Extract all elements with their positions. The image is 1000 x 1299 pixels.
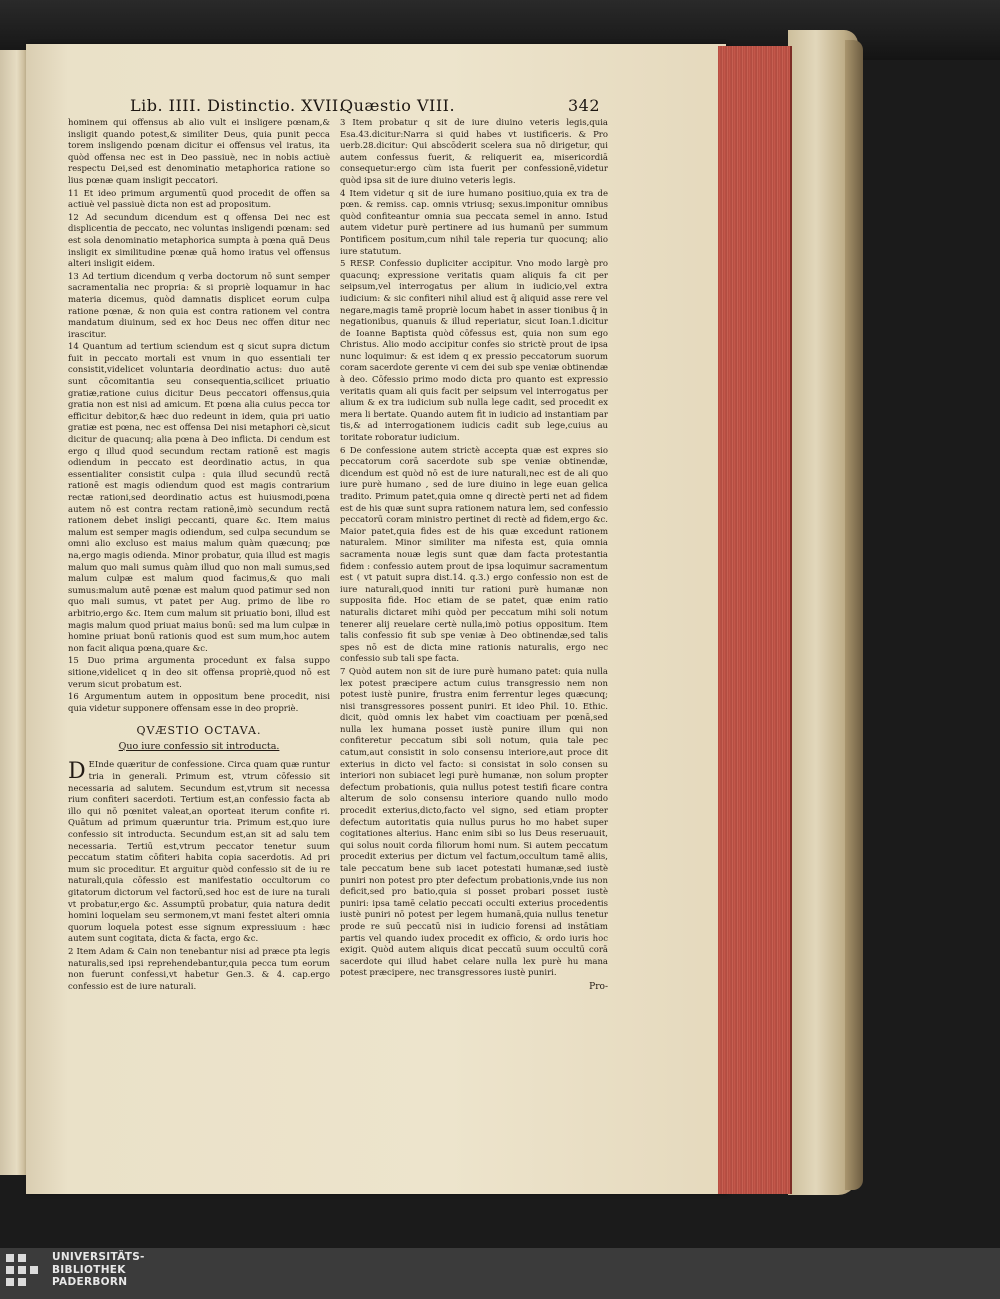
text-paragraph: 11 Et ideo primum argumentū quod procedit de offen sa actiuè vel passiuè dicta non est ad propositum. [68,188,330,211]
text-paragraph: 3 Item probatur q sit de iure diuino veteris legis,quia Esa.43.dicitur:Narra si quid habes vt iustificeris. & Pro uerb.28.dicitur: Qui abscōderit scelera sua nō dirigetur, qui autem confessus fuerit, & reliquerit ea, misericordiā consequetur:ergo cùm ista fuerit per confessionē,videtur quòd ipsa sit de iure diuino veteris legis. [340,118,608,186]
vellum-binding-shadow [845,40,863,1190]
library-logo-icon [6,1254,40,1294]
catchword: Pro- [589,981,608,992]
left-text-column [68,118,330,993]
header-book-distinction: Lib. IIII. Distinctio. XVII. [130,96,345,115]
page-number: 342 [567,96,600,115]
text-paragraph: 12 Ad secundum dicendum est q offensa Dei nec est displicentia de peccato, nec voluntas insligendi pœnam: sed est sola denominatio metaphorica sumpta à pœna quā Deus insligit ex similitudine pœnæ quā homo iratus vel offensus alteri insligit eidem. [68,212,330,270]
right-text-column [340,118,608,994]
text-paragraph: hominem qui offensus ab alio vult ei insligere pœnam,& insligit quando potest,& similiter Deus, quia punit pecca torem insligendo pœnam dicitur ei offensus vel iratus, ita quòd offensa nec est in Deo passiuè, nec in nobis actiuè respectu Dei,sed est denominatio metaphorica ratione so lius pœnæ quam insligit peccatori. [68,118,330,186]
text-paragraph: 16 Argumentum autem in oppositum bene procedit, nisi quia videtur supponere offensam esse in deo propriè. [68,692,330,714]
text-paragraph: 14 Quantum ad tertium sciendum est q sicut supra dictum fuit in peccato mortali est vnum in quo essentiali ter consistit,videlicet voluntaria deordinatio actus: duo autē sunt cōcomitantia seu consequentia,scilicet priuatio gratiæ,ratione cuius dicitur Deus peccatori offensus,quia gratia non est nisi ad amicum. Et pœna alia cuius pecca tor efficitur debitor,& hæc duo redeunt in idem, quia pri uatio gratiæ est pœna, nec est offensa Dei nisi metaphori cè,sicut dicitur de quacunq; alia pœna à Deo inflicta. Di cendum est ergo q illud quod secundum rectam rationē est magis odiendum in peccato est deordinatio actus, in qua essentialiter consistit culpa : quia illud secundū rectā rationē est magis odiendum quod est magis contrarium rectæ rationi,sed deordinatio actus est huiusmodi,pœna autem nō est contra rectam rationē,imò secundum rectā rationem debet insligi peccanti, quare &c. Item maius malum est semper magis odiendum, sed culpa secundum se omni alio excluso est maius malum quàm quæcunq; pœ na,ergo magis odienda. Minor probatur, quia illud est magis malum quo mali sumus quàm illud quo non mali sumus,sed malum culpæ est malum quod facimus,& quo mali sumus:malum autē pœnæ est malum quod patimur sed non quo mali sumus, vt patet per Aug. primo de libe ro arbitrio,ergo &c. Item cum malum sit priuatio boni, illud est magis malum quod priuat maius bonū: sed ma lum culpæ in homine priuat bonū rationis quod est sum mum,hoc autem non facit aliqua pœna,quare &c. [68,342,330,654]
paragraph-text: EInde quæritur de confessione. Circa quam quæ runtur tria in generali. Primum est, vtrum cōfessio sit necessaria ad salutem. Secundum est,vtrum sit necessa rium confiteri sacerdoti. Tertium est,an confessio facta ab illo qui nō pœnitet valeat,an oporteat iterum confite ri. Quātum ad primum quæruntur tria. Primum est,quo iure confessio sit introducta. Secundum est,an sit ad salu tem necessaria. Tertiū est,vtrum peccator tenetur suum peccatum statim cōfiteri habita copia sacerdotis. Ad pri mum sic proceditur. Et arguitur quòd confessio sit de iu re naturali,quia cōfessio est manifestatio occultorum co gitatorum dictorum vel factorū,sed hoc est de iure na turali vt probatur,ergo &c. Assumptū probatur, quia natura dedit homini loquelam seu sermonem,vt mani festet alteri omnia quorum loquela potest esse signum expressiuum : hæc autem sunt cogitata, dicta & facta, ergo &c. [68,760,330,945]
text-paragraph: 4 Item videtur q sit de iure humano positiuo,quia ex tra de pœn. & remiss. cap. omnis vtriusq; sexus.imponitur omnibus quòd confiteantur omnia sua peccata semel in anno. Istud autem videtur purè pertinere ad ius humanū per summum Pontificem positum,cum nihil tale reperia tur quocunq; alio iure statutum. [340,188,608,257]
text-paragraph: 6 De confessione autem strictè accepta quæ est expres sio peccatorum corā sacerdote sub spe veniæ obtinendæ, dicendum est quòd nō est de iure naturali,nec est de ali quo iure purè humano , sed de iure diuino in lege euan gelica tradito. Primum patet,quia omne q directè perti net ad fidem est de his quæ sunt supra rationem natura lem, sed confessio peccatorū coram ministro pertinet di rectè ad fidem,ergo &c. Maior patet,quia fides est de his quæ excedunt rationem naturalem. Minor similiter ma nifesta est, quia omnia sacramenta nouæ legis sunt quæ dam facta protestantia fidem : confessio autem prout de ipsa loquimur sacramentum est ( vt patuit supra dist.14. q.3.) ergo confessio non est de iure naturali,quod inniti tur rationi purè humanæ non supposita fide. Hoc etiam de se patet, quæ enim ratio naturalis dictaret mihi quòd per peccatum mihi soli notum tenerer alij reuelare certè nulla,imò potius oppositum. Item talis confessio fit sub spe veniæ à Deo obtinendæ,sed talis spes nō est de dicta mine rationis naturalis, ergo nec confessio sub tali spe facta. [340,445,608,665]
text-paragraph [68,760,330,946]
library-name [52,1251,145,1289]
running-header [130,96,600,120]
text-paragraph: 5 RESP. Confessio dupliciter accipitur. Vno modo largè pro quacunq; expressione veritatis quam aliquis fa cit per seipsum,vel interrogatus per alium in iudicio,vel extra iudicium: & sic confiteri nihil aliud est q̄ aliquid asse rere vel negare,magis tamē propriè locum habet in asser tionibus q̄ in negationibus, quanuis & illud reperiatur, sicut Ioan.1.dicitur de Ioanne Baptista quòd cōfessus est, quia non sum ego Christus. Alio modo accipitur confes sio strictè prout de ipsa nunc loquimur: & est idem q ex pressio peccatorum suorum coram sacerdote gerente vi cem dei sub spe veniæ obtinendæ à deo. Cōfessio primo modo dicta pro quanto est expressio veritatis quam ali quis facit per seipsum vel interrogatus per alium & ex tra iudicium sub nulla lege cadit, sed procedit ex mera li bertate. Quando autem fit in iudicio ad instantiam par tis,& ad interrogationem iudicis cadit sub lege,cuius au toritate roboratur iudicium. [340,259,608,444]
library-name-line: PADERBORN [52,1276,128,1288]
left-column-paragraphs [68,118,330,715]
library-name-line: UNIVERSITÄTS- [52,1251,145,1263]
text-paragraph: 2 Item Adam & Cain non tenebantur nisi ad præce pta legis naturalis,sed ipsi reprehendebantur,quia pecca tum eorum non fuerunt confessi,vt habetur Gen.3. & 4. cap.ergo confessio est de iure naturali. [68,946,330,992]
question-subtitle: Quo iure confessio sit introducta. [118,740,280,752]
library-footer [0,1248,1000,1299]
right-column-paragraphs [340,118,608,980]
text-paragraph: 13 Ad tertium dicendum q verba doctorum nō sunt semper sacramentalia nec propria: & si propriè loquamur in hac materia dicemus, quòd damnatis displicet eorum culpa ratione pœnæ, & non quia est contra rationem vel contra mandatum diuinum, sed ex hoc Deus nec offen ditur nec irascitur. [68,271,330,340]
question-title: QVÆSTIO OCTAVA. [136,724,262,738]
text-paragraph: 15 Duo prima argumenta procedunt ex falsa suppo sitione,videlicet q in deo sit offensa propriè,quod nō est verum sicut probatum est. [68,656,330,690]
left-column-question-text [68,760,330,993]
text-paragraph: 7 Quòd autem non sit de iure purè humano patet: quia nulla lex potest præcipere actum cuius transgressio nem non potest iustè punire, frustra enim ferrentur leges quæcunq; nisi transgressores possent puniri. Et ideo Phil. 10. Ethic. dicit, quòd omnis lex habet vim coactiuam per pœnā,sed nulla lex humana posset iustè punire illum qui non confiteretur peccatum sibi soli notum, quia tale pec catum,aut consistit in solo consensu interiore,aut proce dit exterius in dicto vel facto: si consistat in solo consen su interiori non subiacet legi purè humanæ, non solum propter defectum probationis, quia nullus potest testifi ficare contra alterum de solo consensu interiore quando nullo modo procedit exterius,dicto,facto vel signo, sed etiam propter defectum autoritatis quia nullus purus ho mo habet super cogitationes alterius. Hanc enim sibi so lus Deus reseruauit, qui solus nouit corda filiorum homi num. Si autem peccatum procedit exterius per dictum vel factum,occultum tamē aliis, tale peccatum bene sub iacet potestati humanæ,sed iustè puniri non potest pro pter defectum probationis,vnde ius non deficit,sed pro batio,quia si posset probari posset iustè puniri: ipsa tamē celatio peccati occulti exterius procedentis iustè puniri nō potest per legem humanā,quia nullus tenetur prode re suū peccatū nisi in iudicio forensi ad instātiam partis vel quando iudex procedit ex officio, & ordo iuris hoc exigit. Quòd autem aliquis dicat peccatū suum occultū corā sacerdote qui illud habet celare nulla lex purè hu mana potest præcipere, nec transgressores iustè puniri. [340,666,608,979]
drop-capital: D [68,759,86,785]
left-page-edge [0,50,29,1175]
red-page-edges [718,46,792,1194]
header-question: Quæstio VIII. [340,96,456,115]
library-name-line: BIBLIOTHEK [52,1263,126,1276]
